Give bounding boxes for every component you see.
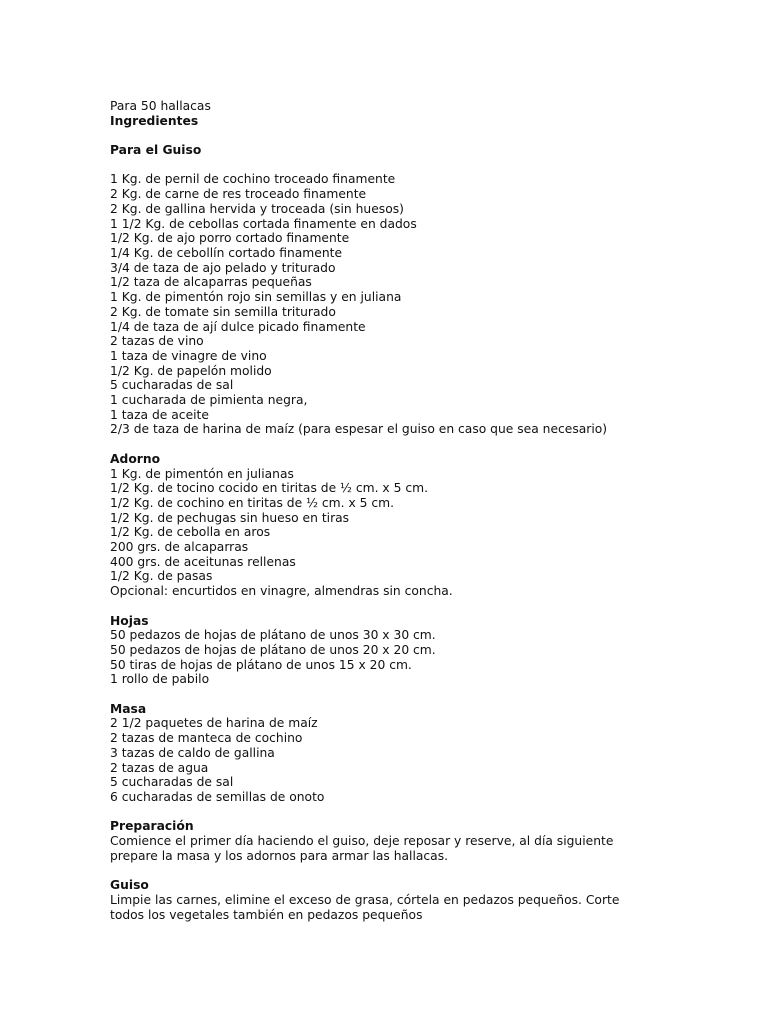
ingredient-item: 1/2 Kg. de papelón molido bbox=[110, 363, 272, 378]
section-heading: Guiso bbox=[110, 878, 149, 893]
ingredient-item: 5 cucharadas de sal bbox=[110, 775, 234, 790]
ingredient-item: 5 cucharadas de sal bbox=[110, 378, 234, 393]
ingredient-item: 50 pedazos de hojas de plátano de unos 30 x 30 cm. bbox=[110, 628, 436, 643]
ingredient-item: 1 taza de vinagre de vino bbox=[110, 348, 267, 363]
ingredient-item: 1/2 Kg. de cebolla en aros bbox=[110, 525, 271, 540]
ingredient-item: 2 Kg. de carne de res troceado finamente bbox=[110, 187, 367, 202]
section-heading: Adorno bbox=[110, 451, 161, 466]
spacer bbox=[110, 128, 750, 143]
intro-text: Para 50 hallacas bbox=[110, 99, 211, 113]
ingredient-item: 1/4 Kg. de cebollín cortado finamente bbox=[110, 246, 343, 260]
ingredient-item: 2 Kg. de tomate sin semilla triturado bbox=[110, 304, 336, 319]
recipe-document bbox=[110, 99, 750, 922]
paragraph-text: Comience el primer día haciendo el guiso, deje reposar y reserve, al día siguiente prepare la masa y los adornos para armar las hallacas. bbox=[110, 834, 614, 863]
ingredient-item: 1/2 taza de alcaparras pequeñas bbox=[110, 275, 312, 290]
spacer bbox=[110, 158, 750, 173]
ingredient-item: 1/2 Kg. de ajo porro cortado finamente bbox=[110, 231, 350, 246]
guiso-ingredients-section bbox=[110, 143, 750, 437]
ingredient-item: 2 tazas de manteca de cochino bbox=[110, 731, 303, 746]
preparacion-section bbox=[110, 819, 750, 863]
ingredient-item: 1 cucharada de pimienta negra, bbox=[110, 393, 308, 408]
ingredient-item: 1 taza de aceite bbox=[110, 407, 209, 422]
ingredient-item: 1 Kg. de pernil de cochino troceado finamente bbox=[110, 172, 396, 187]
spacer bbox=[110, 437, 750, 452]
ingredient-item: 1 1/2 Kg. de cebollas cortada finamente en dados bbox=[110, 216, 417, 231]
ingredient-item: Opcional: encurtidos en vinagre, almendras sin concha. bbox=[110, 584, 453, 599]
guiso-prep-section bbox=[110, 878, 750, 922]
spacer bbox=[110, 863, 750, 878]
ingredient-item: 3/4 de taza de ajo pelado y triturado bbox=[110, 260, 336, 275]
section-heading: Preparación bbox=[110, 819, 194, 834]
section-heading: Para el Guiso bbox=[110, 143, 202, 158]
ingredient-item: 200 grs. de alcaparras bbox=[110, 540, 249, 555]
hojas-section bbox=[110, 614, 750, 688]
adorno-section bbox=[110, 452, 750, 599]
ingredient-item: 2 1/2 paquetes de harina de maíz bbox=[110, 716, 318, 731]
ingredient-item: 1 Kg. de pimentón rojo sin semillas y en juliana bbox=[110, 290, 402, 305]
section-heading: Hojas bbox=[110, 613, 149, 628]
ingredient-item: 2 Kg. de gallina hervida y troceada (sin huesos) bbox=[110, 201, 404, 216]
spacer bbox=[110, 805, 750, 820]
ingredient-item: 400 grs. de aceitunas rellenas bbox=[110, 554, 296, 569]
ingredient-item: 1/2 Kg. de pasas bbox=[110, 569, 213, 584]
paragraph-text: Limpie las carnes, elimine el exceso de grasa, córtela en pedazos pequeños. Corte todos los vegetales también en pedazos pequeños bbox=[110, 892, 620, 922]
spacer bbox=[110, 687, 750, 702]
ingredient-item: 50 tiras de hojas de plátano de unos 15 x 20 cm. bbox=[110, 657, 412, 672]
spacer bbox=[110, 599, 750, 614]
section-heading: Masa bbox=[110, 701, 147, 716]
ingredient-item: 50 pedazos de hojas de plátano de unos 20 x 20 cm. bbox=[110, 642, 436, 657]
ingredient-item: 1 rollo de pabilo bbox=[110, 672, 210, 687]
ingredient-item: 1 Kg. de pimentón en julianas bbox=[110, 466, 294, 481]
ingredient-item: 2/3 de taza de harina de maíz (para espesar el guiso en caso que sea necesario) bbox=[110, 422, 608, 437]
ingredient-item: 2 tazas de agua bbox=[110, 760, 209, 775]
ingredient-item: 1/4 de taza de ají dulce picado finamente bbox=[110, 319, 366, 334]
ingredient-item: 3 tazas de caldo de gallina bbox=[110, 745, 275, 760]
masa-section bbox=[110, 702, 750, 805]
ingredient-item: 6 cucharadas de semillas de onoto bbox=[110, 789, 325, 804]
ingredient-item: 1/2 Kg. de pechugas sin hueso en tiras bbox=[110, 510, 350, 525]
ingredient-item: 1/2 Kg. de tocino cocido en tiritas de ½ cm. x 5 cm. bbox=[110, 481, 428, 496]
ingredient-item: 2 tazas de vino bbox=[110, 334, 204, 349]
ingredient-item: 1/2 Kg. de cochino en tiritas de ½ cm. x 5 cm. bbox=[110, 495, 395, 510]
ingredients-heading: Ingredientes bbox=[110, 113, 199, 128]
